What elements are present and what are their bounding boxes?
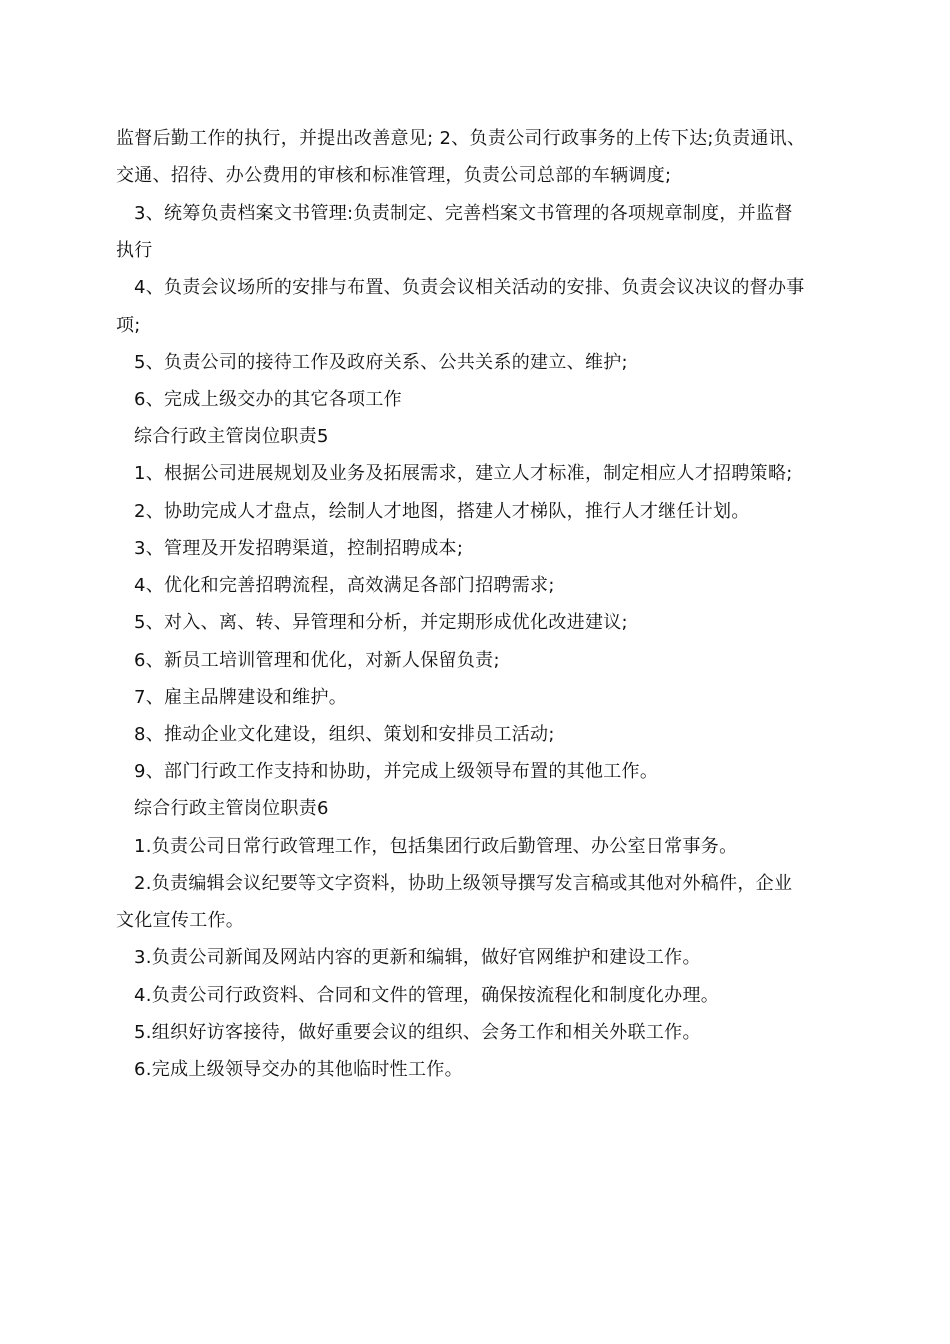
text-line: 3、管理及开发招聘渠道，控制招聘成本; — [134, 538, 464, 559]
text-line: 8、推动企业文化建设，组织、策划和安排员工活动; — [134, 724, 555, 745]
text-line: 4.负责公司行政资料、合同和文件的管理，确保按流程化和制度化办理。 — [134, 985, 720, 1006]
text-line: 4、优化和完善招聘流程，高效满足各部门招聘需求; — [134, 575, 555, 596]
text-line: 6、完成上级交办的其它各项工作 — [134, 389, 402, 410]
text-line: 2.负责编辑会议纪要等文字资料，协助上级领导撰写发言稿或其他对外稿件，企业 — [134, 873, 793, 894]
section-heading: 综合行政主管岗位职责5 — [134, 426, 329, 447]
text-line: 5、对入、离、转、异管理和分析，并定期形成优化改进建议; — [134, 612, 628, 633]
text-line: 项; — [116, 315, 141, 336]
text-line: 9、部门行政工作支持和协助，并完成上级领导布置的其他工作。 — [134, 761, 659, 782]
text-line: 2、协助完成人才盘点，绘制人才地图，搭建人才梯队，推行人才继任计划。 — [134, 501, 750, 522]
text-line: 7、雇主品牌建设和维护。 — [134, 687, 348, 708]
text-line: 交通、招待、办公费用的审核和标准管理，负责公司总部的车辆调度; — [116, 165, 672, 186]
text-line: 6.完成上级领导交办的其他临时性工作。 — [134, 1059, 463, 1080]
text-line: 监督后勤工作的执行，并提出改善意见; 2、负责公司行政事务的上传下达;负责通讯、 — [116, 128, 806, 149]
text-line: 执行 — [116, 240, 153, 261]
text-line: 1、根据公司进展规划及业务及拓展需求，建立人才标准，制定相应人才招聘策略; — [134, 463, 793, 484]
text-line: 5.组织好访客接待，做好重要会议的组织、会务工作和相关外联工作。 — [134, 1022, 701, 1043]
text-line: 3、统筹负责档案文书管理:负责制定、完善档案文书管理的各项规章制度，并监督 — [134, 203, 793, 224]
text-line: 文化宣传工作。 — [116, 910, 245, 931]
text-line: 1.负责公司日常行政管理工作，包括集团行政后勤管理、办公室日常事务。 — [134, 836, 738, 857]
text-line: 5、负责公司的接待工作及政府关系、公共关系的建立、维护; — [134, 352, 628, 373]
section-heading: 综合行政主管岗位职责6 — [134, 798, 329, 819]
text-line: 3.负责公司新闻及网站内容的更新和编辑，做好官网维护和建设工作。 — [134, 947, 701, 968]
text-line: 6、新员工培训管理和优化，对新人保留负责; — [134, 650, 500, 671]
text-line: 4、负责会议场所的安排与布置、负责会议相关活动的安排、负责会议决议的督办事 — [134, 277, 805, 298]
